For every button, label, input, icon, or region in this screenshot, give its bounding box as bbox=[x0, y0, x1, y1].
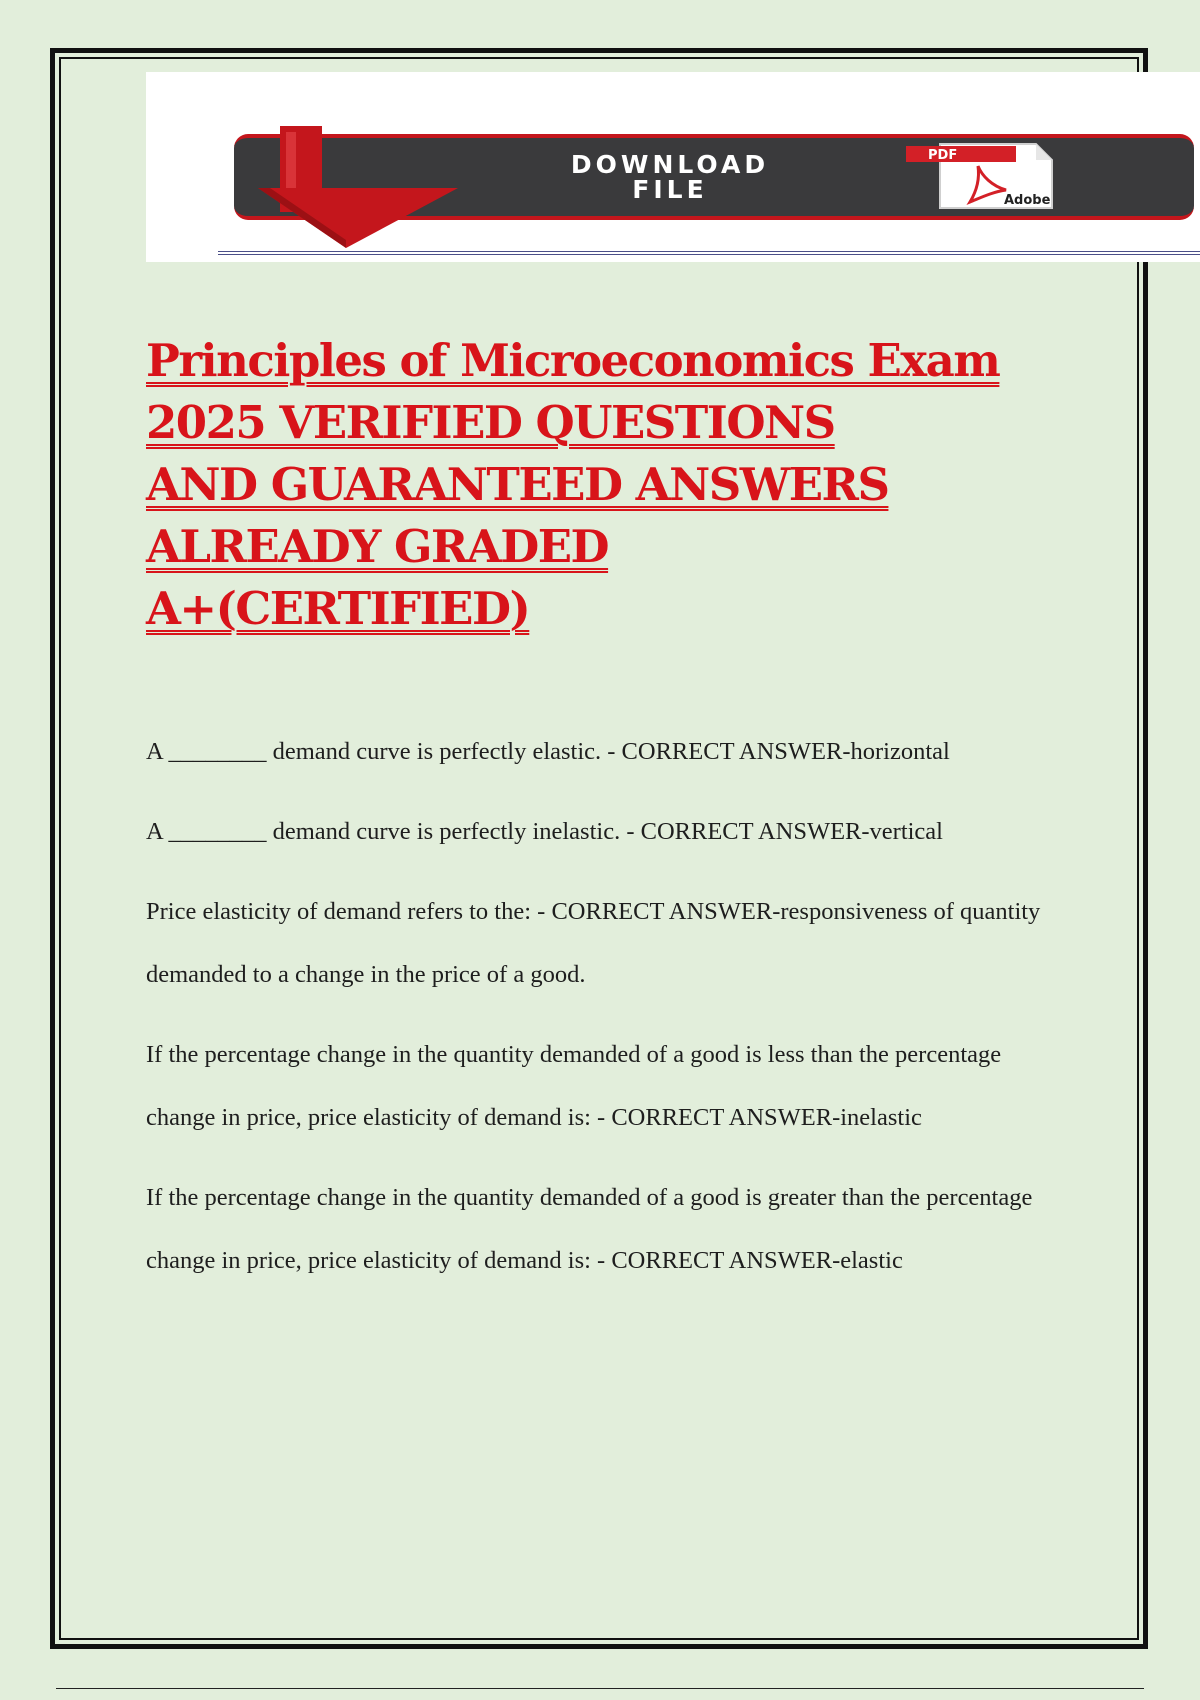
question-answer-list bbox=[146, 720, 1076, 1309]
footer-rule bbox=[56, 1688, 1144, 1689]
title-line: AND GUARANTEED ANSWERS bbox=[146, 458, 889, 511]
title-line: A+(CERTIFIED) bbox=[146, 582, 530, 635]
pdf-file-icon bbox=[900, 142, 1060, 212]
title-line: ALREADY GRADED bbox=[146, 520, 609, 573]
pdf-badge-text: PDF bbox=[928, 148, 958, 163]
qa-item: Price elasticity of demand refers to the: - CORRECT ANSWER-responsiveness of quantity demanded to a change in the price of a good. bbox=[146, 898, 1041, 988]
qa-item: A ________ demand curve is perfectly inelastic. - CORRECT ANSWER-vertical bbox=[146, 818, 943, 845]
download-file-label[interactable] bbox=[470, 152, 870, 202]
adobe-brand-text: Adobe bbox=[1004, 193, 1051, 208]
download-arrow-icon bbox=[258, 126, 458, 248]
qa-item: If the percentage change in the quantity demanded of a good is less than the percentage change in price, price elasticity of demand is: - CORRECT ANSWER-inelastic bbox=[146, 1041, 1002, 1131]
download-label-line1: DOWNLOAD bbox=[570, 150, 770, 179]
banner-divider bbox=[218, 251, 1200, 255]
document-title bbox=[146, 330, 1046, 640]
qa-item: If the percentage change in the quantity demanded of a good is greater than the percentage change in price, price elasticity of demand is: - CORRECT ANSWER-elastic bbox=[146, 1184, 1033, 1274]
qa-item: A ________ demand curve is perfectly elastic. - CORRECT ANSWER-horizontal bbox=[146, 738, 950, 765]
title-line: 2025 VERIFIED QUESTIONS bbox=[146, 396, 835, 449]
title-line: Principles of Microeconomics Exam bbox=[146, 334, 1000, 387]
download-label-line2: FILE bbox=[632, 175, 708, 204]
